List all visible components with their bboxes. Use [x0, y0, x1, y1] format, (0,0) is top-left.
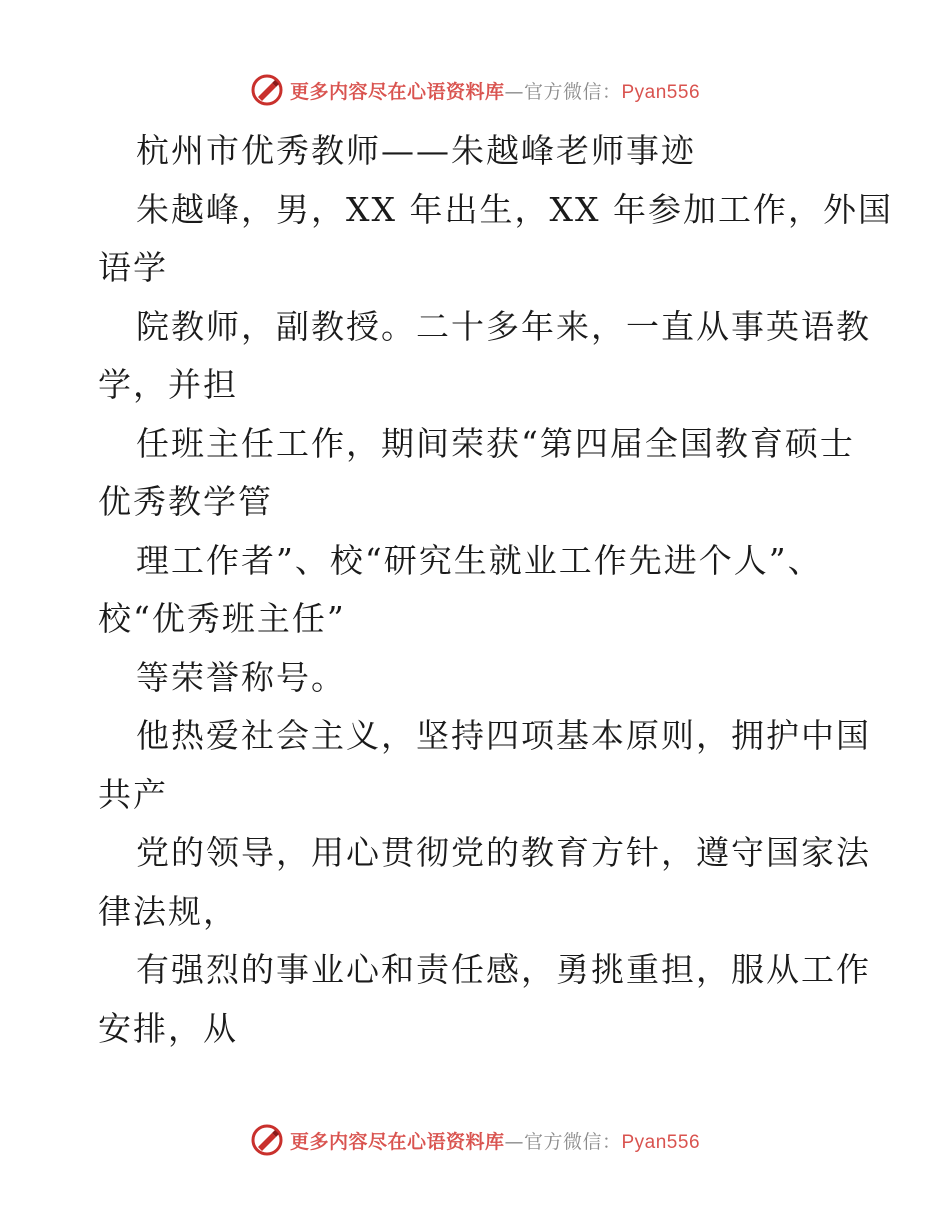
- paragraph-line: 校“优秀班主任”: [98, 599, 346, 638]
- brand-dash: —: [504, 1130, 524, 1153]
- wechat-label: 官方微信：: [523, 1130, 622, 1153]
- paragraph-line: 党的领导，用心贯彻党的教育方针，遵守国家法: [136, 833, 871, 872]
- pen-seal-icon: [250, 1123, 284, 1157]
- pen-seal-icon: [250, 73, 284, 107]
- paragraph-line: 律法规，: [98, 891, 238, 931]
- paragraph-line: 院教师，副教授。二十多年来，一直从事英语教: [136, 306, 871, 346]
- paragraph-line: 共产: [98, 774, 168, 814]
- paragraph-line: 优秀教学管: [98, 482, 273, 521]
- paragraph-line: 学，并担: [98, 365, 238, 404]
- paragraph-line: 朱越峰，男，XX 年出生，XX 年参加工作，外国: [136, 189, 893, 229]
- paragraph-line: 有强烈的事业心和责任感，勇挑重担，服从工作: [136, 950, 871, 989]
- paragraph-line: 等荣誉称号。: [136, 657, 346, 697]
- paragraph-line: 安排，从: [98, 1008, 238, 1048]
- brand-text: 更多内容尽在心语资料库: [289, 1130, 505, 1153]
- title-line: 杭州市优秀教师——朱越峰老师事迹: [136, 131, 696, 170]
- document-body: [98, 122, 893, 1058]
- paragraph-line: 理工作者”、校“研究生就业工作先进个人”、: [136, 540, 823, 580]
- paragraph-line: 语学: [98, 248, 168, 287]
- wechat-id: Pyan556: [621, 81, 701, 103]
- paragraph-line: 他热爱社会主义，坚持四项基本原则，拥护中国: [136, 716, 871, 755]
- wechat-id: Pyan556: [621, 1131, 701, 1153]
- wechat-label: 官方微信：: [523, 80, 622, 103]
- header-watermark-banner: [0, 70, 950, 110]
- footer-watermark-banner: [0, 1120, 950, 1160]
- brand-dash: —: [504, 80, 524, 103]
- paragraph-line: 任班主任工作，期间荣获“第四届全国教育硕士: [136, 423, 855, 463]
- brand-text: 更多内容尽在心语资料库: [289, 80, 505, 103]
